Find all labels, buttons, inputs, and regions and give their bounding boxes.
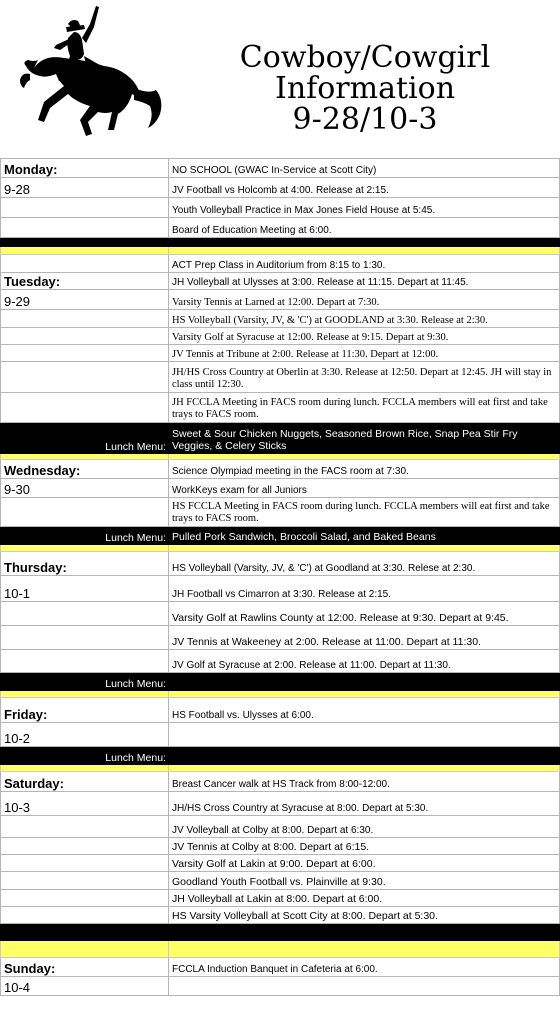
table-row bbox=[1, 816, 560, 838]
lunch-menu bbox=[169, 747, 560, 765]
table-row bbox=[1, 393, 560, 423]
table-row bbox=[1, 602, 560, 626]
table-row bbox=[1, 290, 560, 310]
event-cell: ACT Prep Class in Auditorium from 8:15 to 1:30. bbox=[169, 255, 560, 273]
event-cell: HS Football vs. Ulysses at 6:00. bbox=[169, 698, 560, 723]
event-cell: WorkKeys exam for all Juniors bbox=[169, 479, 560, 498]
table-row bbox=[1, 310, 560, 328]
empty-cell bbox=[1, 650, 169, 673]
event-cell: JV Volleyball at Colby at 8:00. Depart at 6:30. bbox=[169, 816, 560, 838]
empty-cell bbox=[1, 362, 169, 393]
event-cell: JH Volleyball at Lakin at 8:00. Depart at 6:00. bbox=[169, 890, 560, 907]
event-cell: JH FCCLA Meeting in FACS room during lunch. FCCLA members will eat first and take trays to FACS room. bbox=[169, 393, 560, 423]
event-cell: JV Football vs Holcomb at 4:00. Release at 2:15. bbox=[169, 178, 560, 198]
schedule-table bbox=[0, 158, 560, 996]
event-cell: JV Tennis at Wakeeney at 2:00. Release at 11:00. Depart at 11:30. bbox=[169, 626, 560, 650]
day-date-monday: 9-28 bbox=[1, 178, 169, 198]
empty-cell bbox=[1, 393, 169, 423]
event-cell: HS Volleyball (Varsity, JV, & 'C') at GOODLAND at 3:30. Release at 2:30. bbox=[169, 310, 560, 328]
yellow-band bbox=[1, 545, 560, 552]
yellow-band bbox=[1, 247, 560, 255]
lunch-row bbox=[1, 423, 560, 454]
day-date-saturday: 10-3 bbox=[1, 792, 169, 816]
empty-cell bbox=[1, 198, 169, 218]
empty-cell bbox=[1, 328, 169, 345]
empty-cell bbox=[1, 255, 169, 273]
table-row bbox=[1, 178, 560, 198]
empty-cell bbox=[1, 890, 169, 907]
empty-cell bbox=[1, 218, 169, 238]
lunch-row bbox=[1, 747, 560, 765]
day-date-sunday: 10-4 bbox=[1, 977, 169, 996]
lunch-row bbox=[1, 673, 560, 691]
table-row bbox=[1, 977, 560, 996]
day-name-wednesday: Wednesday: bbox=[1, 460, 169, 479]
title-line-3: 9-28/10-3 bbox=[292, 102, 438, 137]
day-name-saturday: Saturday: bbox=[1, 772, 169, 792]
event-cell: NO SCHOOL (GWAC In-Service at Scott City) bbox=[169, 159, 560, 178]
day-name-sunday: Sunday: bbox=[1, 958, 169, 977]
empty-cell bbox=[1, 345, 169, 362]
event-cell: JH/HS Cross Country at Syracuse at 8:00. Depart at 5:30. bbox=[169, 792, 560, 816]
day-date-thursday: 10-1 bbox=[1, 576, 169, 602]
lunch-label: Lunch Menu: bbox=[1, 747, 169, 765]
table-row bbox=[1, 698, 560, 723]
empty-cell bbox=[1, 816, 169, 838]
event-cell: JV Tennis at Tribune at 2:00. Release at 11:30. Depart at 12:00. bbox=[169, 345, 560, 362]
table-row bbox=[1, 723, 560, 747]
day-date-tuesday: 9-29 bbox=[1, 290, 169, 310]
bronc-rider-logo-icon bbox=[6, 2, 168, 142]
event-cell: Breast Cancer walk at HS Track from 8:00-12:00. bbox=[169, 772, 560, 792]
empty-cell bbox=[1, 907, 169, 924]
table-row bbox=[1, 650, 560, 673]
lunch-label: Lunch Menu: bbox=[1, 673, 169, 691]
event-cell: Board of Education Meeting at 6:00. bbox=[169, 218, 560, 238]
lunch-label: Lunch Menu: bbox=[1, 423, 169, 454]
title-line-1: Cowboy/Cowgirl bbox=[239, 40, 491, 75]
table-row bbox=[1, 576, 560, 602]
day-date-friday: 10-2 bbox=[1, 723, 169, 747]
day-name-thursday: Thursday: bbox=[1, 552, 169, 576]
table-row bbox=[1, 626, 560, 650]
event-cell: JH Football vs Cimarron at 3:30. Release at 2:15. bbox=[169, 576, 560, 602]
event-cell: HS Volleyball (Varsity, JV, & 'C') at Goodland at 3:30. Relese at 2:30. bbox=[169, 552, 560, 576]
empty-cell bbox=[1, 498, 169, 527]
event-cell: Varsity Golf at Lakin at 9:00. Depart at 6:00. bbox=[169, 855, 560, 872]
event-cell: Varsity Golf at Rawlins County at 12:00. Release at 9:30. Depart at 9:45. bbox=[169, 602, 560, 626]
lunch-menu bbox=[169, 673, 560, 691]
day-name-friday: Friday: bbox=[1, 698, 169, 723]
lunch-menu: Sweet & Sour Chicken Nuggets, Seasoned Brown Rice, Snap Pea Stir Fry Veggies, & Celery Sticks bbox=[169, 423, 560, 454]
empty-cell bbox=[1, 310, 169, 328]
lunch-row bbox=[1, 527, 560, 545]
header bbox=[0, 0, 560, 158]
table-row bbox=[1, 362, 560, 393]
table-row bbox=[1, 218, 560, 238]
day-date-wednesday: 9-30 bbox=[1, 479, 169, 498]
black-band bbox=[1, 924, 560, 941]
empty-cell bbox=[1, 626, 169, 650]
event-cell: JH Volleyball at Ulysses at 3:00. Release at 11:15. Depart at 11:45. bbox=[169, 273, 560, 290]
empty-cell bbox=[1, 855, 169, 872]
table-row bbox=[1, 792, 560, 816]
event-cell: Goodland Youth Football vs. Plainville at 9:30. bbox=[169, 872, 560, 890]
table-row bbox=[1, 872, 560, 890]
table-row bbox=[1, 479, 560, 498]
empty-cell bbox=[1, 838, 169, 855]
table-row bbox=[1, 855, 560, 872]
day-name-tuesday: Tuesday: bbox=[1, 273, 169, 290]
table-row bbox=[1, 273, 560, 290]
day-name-monday: Monday: bbox=[1, 159, 169, 178]
table-row bbox=[1, 255, 560, 273]
table-row bbox=[1, 552, 560, 576]
event-cell: Youth Volleyball Practice in Max Jones Field House at 5:45. bbox=[169, 198, 560, 218]
event-cell: Varsity Tennis at Larned at 12:00. Depart at 7:30. bbox=[169, 290, 560, 310]
yellow-band bbox=[1, 941, 560, 958]
empty-cell bbox=[1, 602, 169, 626]
event-cell: JV Tennis at Colby at 8:00. Depart at 6:15. bbox=[169, 838, 560, 855]
event-cell: HS FCCLA Meeting in FACS room during lunch. FCCLA members will eat first and take trays to FACS room. bbox=[169, 498, 560, 527]
page-title bbox=[200, 42, 530, 135]
event-cell: Science Olympiad meeting in the FACS room at 7:30. bbox=[169, 460, 560, 479]
table-row bbox=[1, 498, 560, 527]
event-cell: JV Golf at Syracuse at 2:00. Release at 11:00. Depart at 11:30. bbox=[169, 650, 560, 673]
table-row bbox=[1, 838, 560, 855]
yellow-band bbox=[1, 691, 560, 698]
table-row bbox=[1, 159, 560, 178]
table-row bbox=[1, 772, 560, 792]
empty-cell bbox=[169, 723, 560, 747]
title-line-2: Information bbox=[274, 71, 456, 106]
table-row bbox=[1, 460, 560, 479]
event-cell: FCCLA Induction Banquet in Cafeteria at 6:00. bbox=[169, 958, 560, 977]
event-cell: Varsity Golf at Syracuse at 12:00. Release at 9:15. Depart at 9:30. bbox=[169, 328, 560, 345]
table-row bbox=[1, 328, 560, 345]
table-row bbox=[1, 890, 560, 907]
yellow-band bbox=[1, 765, 560, 772]
table-row bbox=[1, 198, 560, 218]
empty-cell bbox=[169, 977, 560, 996]
event-cell: JH/HS Cross Country at Oberlin at 3:30. Release at 12:50. Depart at 12:45. JH will stay in class until 12:30. bbox=[169, 362, 560, 393]
empty-cell bbox=[1, 872, 169, 890]
lunch-menu: Pulled Pork Sandwich, Broccoli Salad, and Baked Beans bbox=[169, 527, 560, 545]
table-row bbox=[1, 907, 560, 924]
table-row bbox=[1, 345, 560, 362]
black-band bbox=[1, 238, 560, 247]
table-row bbox=[1, 958, 560, 977]
lunch-label: Lunch Menu: bbox=[1, 527, 169, 545]
event-cell: HS Varsity Volleyball at Scott City at 8:00. Depart at 5:30. bbox=[169, 907, 560, 924]
